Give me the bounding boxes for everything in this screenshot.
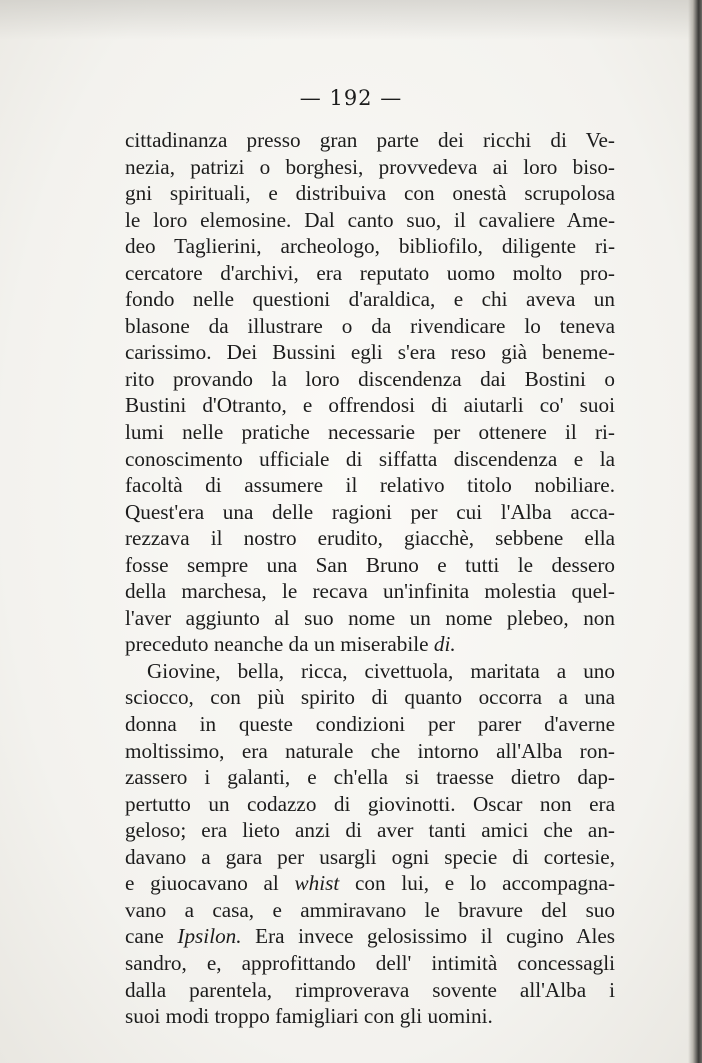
text-line: [125, 180, 615, 207]
text-segment: Quest'era una delle ragioni per cui l'Alba acca-: [125, 499, 615, 524]
text-segment: rezzava il nostro erudito, giacchè, sebbene ella: [125, 526, 615, 551]
text-line: [125, 525, 615, 552]
text-segment: carissimo. Dei Bussini egli s'era reso già beneme-: [125, 340, 615, 365]
text-segment: nezia, patrizi o borghesi, provvedeva ai loro biso-: [125, 154, 615, 179]
text-segment: geloso; era lieto anzi di aver tanti amici che an-: [125, 818, 615, 843]
text-line: [125, 844, 615, 871]
text-segment: davano a gara per usargli ogni specie di cortesie,: [125, 844, 615, 869]
text-line: [125, 286, 615, 313]
text-segment: le loro elemosine. Dal canto suo, il cavaliere Ame-: [125, 207, 615, 232]
text-line: [125, 260, 615, 287]
text-line: [125, 207, 615, 234]
text-line: [125, 233, 615, 260]
body-text: [125, 127, 615, 1030]
text-segment: sciocco, con più spirito di quanto occorra a una: [125, 685, 615, 710]
text-line: [125, 631, 615, 658]
text-segment: facoltà di assumere il relativo titolo nobiliare.: [125, 473, 615, 498]
text-line: [125, 552, 615, 579]
text-segment: dalla parentela, rimproverava sovente all'Alba i: [125, 977, 615, 1002]
text-line: [125, 738, 615, 765]
text-line: [125, 764, 615, 791]
text-line: [125, 578, 615, 605]
text-segment: cane: [125, 924, 178, 949]
text-line: [125, 923, 615, 950]
text-segment: fondo nelle questioni d'araldica, e chi aveva un: [125, 287, 615, 312]
text-segment: cercatore d'archivi, era reputato uomo molto pro-: [125, 260, 615, 285]
text-segment: fosse sempre una San Bruno e tutti le dessero: [125, 552, 615, 577]
page-number: — 192 —: [299, 86, 403, 110]
text-segment: preceduto neanche da un miserabile: [125, 632, 434, 657]
text-line: [125, 313, 615, 340]
text-line: [125, 658, 615, 685]
text-segment: l'aver aggiunto al suo nome un nome plebeo, non: [125, 605, 615, 630]
text-segment: vano a casa, e ammiravano le bravure del suo: [125, 897, 615, 922]
text-line: [125, 392, 615, 419]
text-segment: Giovine, bella, ricca, civettuola, maritata a uno: [147, 658, 615, 683]
text-line: [125, 127, 615, 154]
text-line: [125, 419, 615, 446]
text-line: [125, 791, 615, 818]
text-segment: blasone da illustrare o da rivendicare lo teneva: [125, 313, 615, 338]
text-segment: suoi modi troppo famigliari con gli uomini.: [125, 1004, 493, 1029]
text-segment: moltissimo, era naturale che intorno all'Alba ron-: [125, 738, 615, 763]
text-segment: donna in queste condizioni per parer d'averne: [125, 712, 615, 737]
text-line: [125, 605, 615, 632]
text-segment: zassero i galanti, e ch'ella si traesse dietro dap-: [125, 765, 615, 790]
text-segment: della marchesa, le recava un'infinita molestia quel-: [125, 579, 615, 604]
text-line: [125, 897, 615, 924]
text-segment: Era invece gelosissimo il cugino Ales: [241, 924, 615, 949]
text-line: [125, 499, 615, 526]
text-line: [125, 870, 615, 897]
page-top-shadow: [0, 0, 702, 40]
text-line: [125, 339, 615, 366]
text-segment: e giuocavano al: [125, 871, 295, 896]
text-line: [125, 950, 615, 977]
text-line: [125, 472, 615, 499]
text-line: [125, 684, 615, 711]
text-segment: sandro, e, approfittando dell' intimità concessagli: [125, 950, 615, 975]
text-line: [125, 446, 615, 473]
italic-text: Ipsilon.: [177, 924, 242, 949]
italic-text: di.: [433, 632, 456, 657]
text-line: [125, 711, 615, 738]
page-binding-edge: [688, 0, 702, 1063]
text-line: [125, 1003, 615, 1030]
text-segment: con lui, e lo accompagna-: [339, 871, 616, 896]
text-segment: lumi nelle pratiche necessarie per ottenere il ri-: [125, 420, 615, 445]
text-segment: rito provando la loro discendenza dai Bostini o: [125, 366, 615, 391]
italic-text: whist: [294, 871, 340, 896]
text-segment: pertutto un codazzo di giovinotti. Oscar non era: [125, 791, 615, 816]
text-segment: conoscimento ufficiale di siffatta discendenza e la: [125, 446, 615, 471]
text-line: [125, 154, 615, 181]
text-segment: Bustini d'Otranto, e offrendosi di aiutarli co' suoi: [125, 393, 615, 418]
text-line: [125, 817, 615, 844]
text-segment: cittadinanza presso gran parte dei ricchi di Ve-: [125, 128, 615, 152]
text-line: [125, 366, 615, 393]
text-segment: gni spirituali, e distribuiva con onestà scrupolosa: [125, 181, 615, 206]
text-segment: deo Taglierini, archeologo, bibliofilo, diligente ri-: [125, 234, 615, 259]
text-line: [125, 977, 615, 1004]
